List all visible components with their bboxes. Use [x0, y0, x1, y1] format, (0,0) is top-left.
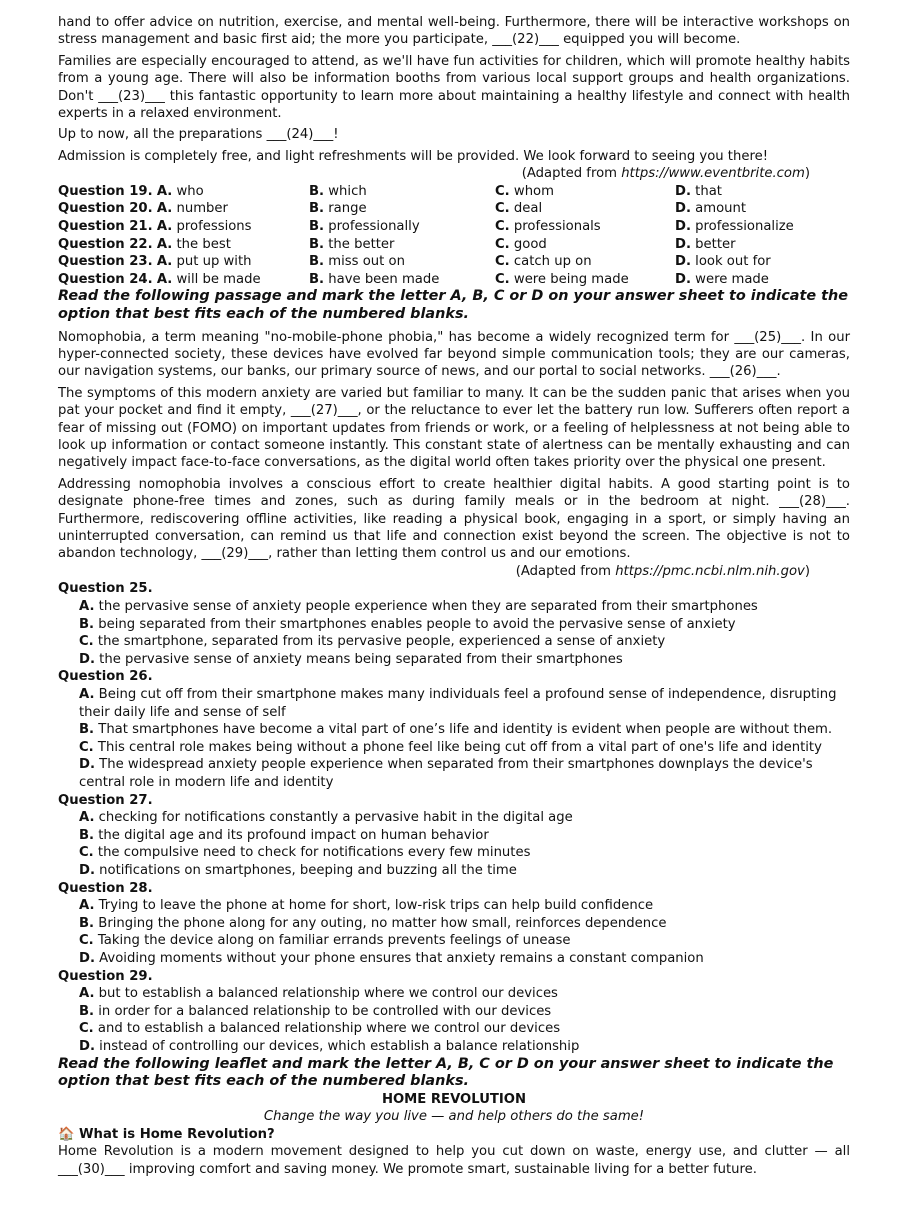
option-text: catch up on — [513, 254, 592, 270]
questions-19-24-table — [58, 183, 850, 289]
option-c — [495, 236, 675, 254]
option-letter: A. — [156, 183, 173, 199]
option-a — [58, 271, 309, 289]
option-a — [58, 183, 309, 201]
question-label: Question 22. — [58, 236, 153, 252]
option-text: the better — [328, 236, 395, 252]
leaflet-title: HOME REVOLUTION — [381, 1091, 527, 1107]
questions-25-29 — [58, 580, 850, 1055]
question-row — [58, 236, 850, 254]
question-block — [58, 580, 850, 668]
passage1-source-url: https://www.eventbrite.com — [621, 166, 805, 182]
option-text: were being made — [513, 271, 629, 287]
questions-19-24-body — [58, 183, 850, 289]
option-d — [675, 271, 850, 289]
option-letter: A. — [79, 898, 95, 914]
option-letter: A. — [156, 201, 173, 217]
option-text: miss out on — [328, 254, 405, 270]
option-b — [58, 616, 850, 634]
passage1-paragraph-2: Families are especially encouraged to attend, as we'll have fun activities for children, which will promote healthy habits from a young age. There will also be information booths from various local support groups and health organizations. Don't ___(23)___ this fantastic opportunity to learn more about maintaining a healthy lifestyle and connect with health experts in a relaxed environment. — [58, 53, 850, 122]
option-text: have been made — [328, 271, 440, 287]
instruction-passage: Read the following passage and mark the letter A, B, C or D on your answer sheet to indicate the option that best fits each of the numbered blanks. — [58, 288, 848, 322]
option-d — [675, 218, 850, 236]
question-label: Question 21. — [58, 219, 153, 235]
option-letter: C. — [79, 1021, 94, 1037]
option-text: Avoiding moments without your phone ensures that anxiety remains a constant companion — [99, 950, 704, 966]
option-text: put up with — [176, 254, 252, 270]
instruction-leaflet: Read the following leaflet and mark the letter A, B, C or D on your answer sheet to indicate the option that best fits each of the numbered blanks. — [58, 1055, 834, 1090]
option-letter: B. — [79, 915, 95, 931]
option-letter: B. — [309, 236, 325, 252]
option-d — [58, 862, 850, 880]
question-label: Question 25. — [58, 581, 153, 597]
home-icon: 🏠 — [58, 1126, 75, 1142]
question-label: Question 28. — [58, 880, 153, 896]
question-label: Question 19. — [58, 183, 153, 199]
option-letter: C. — [495, 271, 510, 287]
option-letter: C. — [495, 183, 510, 199]
option-text: deal — [513, 201, 543, 217]
option-text: notifications on smartphones, beeping and buzzing all the time — [99, 862, 517, 878]
option-letter: B. — [309, 271, 325, 287]
option-letter: C. — [79, 845, 94, 861]
option-text: professionally — [328, 219, 420, 235]
question-row — [58, 183, 850, 201]
option-letter: A. — [79, 810, 95, 826]
question-block — [58, 968, 850, 1056]
option-text: checking for notifications constantly a pervasive habit in the digital age — [98, 810, 573, 826]
question-row — [58, 253, 850, 271]
option-text: and to establish a balanced relationship where we control our devices — [97, 1021, 561, 1037]
option-letter: D. — [79, 862, 95, 878]
leaflet-paragraph-1: Home Revolution is a modern movement designed to help you cut down on waste, energy use, and clutter — all ___(30)___ improving comfort and saving money. We promote smart, sustainable living for a better future. — [58, 1144, 850, 1177]
option-c — [58, 633, 850, 651]
option-letter: D. — [675, 183, 691, 199]
option-letter: B. — [309, 201, 325, 217]
option-letter: C. — [79, 933, 94, 949]
option-letter: A. — [156, 254, 173, 270]
option-d — [675, 253, 850, 271]
option-text: This central role makes being without a phone feel like being cut off from a vital part of one's life and identity — [97, 739, 822, 755]
option-b — [58, 721, 850, 739]
option-text: the pervasive sense of anxiety people experience when they are separated from their smartphones — [98, 599, 758, 615]
option-d — [675, 183, 850, 201]
exam-page — [58, 14, 850, 1182]
option-letter: C. — [79, 739, 94, 755]
option-d — [675, 200, 850, 218]
option-letter: B. — [79, 722, 95, 738]
option-c — [58, 739, 850, 757]
option-letter: B. — [79, 827, 95, 843]
option-text: number — [176, 201, 228, 217]
option-d — [58, 756, 850, 791]
question-label: Question 26. — [58, 669, 153, 685]
option-b — [309, 183, 495, 201]
option-a — [58, 686, 850, 721]
option-a — [58, 809, 850, 827]
option-text: that — [695, 183, 722, 199]
option-text: better — [695, 236, 736, 252]
option-text: but to establish a balanced relationship where we control our devices — [98, 986, 558, 1002]
option-letter: D. — [675, 254, 691, 270]
option-text: professionals — [513, 219, 601, 235]
option-c — [58, 844, 850, 862]
option-letter: D. — [79, 757, 95, 773]
option-c — [495, 183, 675, 201]
question-block — [58, 880, 850, 968]
option-letter: C. — [495, 201, 510, 217]
option-a — [58, 253, 309, 271]
option-b — [58, 1003, 850, 1021]
question-label: Question 29. — [58, 968, 153, 984]
option-text: the best — [176, 236, 231, 252]
option-letter: D. — [79, 950, 95, 966]
option-letter: A. — [156, 271, 173, 287]
option-a — [58, 236, 309, 254]
passage1-paragraph-3: Up to now, all the preparations ___(24)___! — [58, 127, 339, 143]
option-letter: A. — [79, 599, 95, 615]
leaflet-section-heading-text: What is Home Revolution? — [79, 1126, 275, 1142]
option-text: being separated from their smartphones enables people to avoid the pervasive sense of anxiety — [98, 616, 736, 632]
option-d — [58, 1038, 850, 1056]
option-letter: A. — [79, 687, 95, 703]
question-row — [58, 271, 850, 289]
option-text: the compulsive need to check for notifications every few minutes — [97, 845, 531, 861]
question-label: Question 27. — [58, 792, 153, 808]
passage1-source: (Adapted from https://www.eventbrite.com) — [521, 166, 810, 182]
passage2-paragraph-1: Nomophobia, a term meaning "no-mobile-phone phobia," has become a widely recognized term for ___(25)___. In our hyper-connected society, these devices have evolved far beyond simple communication tools; they are our cameras, our navigation systems, our banks, our primary source of news, and our portal to social networks. ___(26)___. — [58, 329, 850, 380]
passage2-paragraph-2: The symptoms of this modern anxiety are varied but familiar to many. It can be the sudden panic that arises when you pat your pocket and find it empty, ___(27)___, or the reluctance to ever let the battery run low. Sufferers often report a fear of missing out (FOMO) on important updates from friends or work, or a feeling of helplessness at not being able to look up information or contact someone instantly. This constant state of alertness can be mentally exhausting and can negatively impact face-to-face conversations, as the digital world often takes priority over the physical one present. — [58, 385, 850, 471]
question-label: Question 23. — [58, 254, 153, 270]
option-b — [58, 915, 850, 933]
option-text: range — [328, 201, 367, 217]
question-block — [58, 668, 850, 791]
option-c — [495, 253, 675, 271]
option-text: the smartphone, separated from its pervasive people, experienced a sense of anxiety — [97, 634, 666, 650]
option-text: in order for a balanced relationship to be controlled with our devices — [98, 1003, 552, 1019]
option-letter: D. — [79, 651, 95, 667]
option-text: look out for — [695, 254, 771, 270]
question-label: Question 20. — [58, 201, 153, 217]
option-b — [58, 827, 850, 845]
passage2-paragraph-3: Addressing nomophobia involves a conscious effort to create healthier digital habits. A good starting point is to designate phone-free times and zones, such as during family meals or in the bedroom at night. ___(28)___. Furthermore, rediscovering offline activities, like reading a physical book, engaging in a sport, or simply having an uninterrupted conversation, can remind us that life and connection exist beyond the screen. The objective is not to abandon technology, ___(29)___, rather than letting them control us and our emotions. — [58, 476, 850, 562]
option-c — [58, 932, 850, 950]
option-a — [58, 985, 850, 1003]
option-b — [309, 271, 495, 289]
option-d — [675, 236, 850, 254]
option-a — [58, 598, 850, 616]
option-a — [58, 218, 309, 236]
option-letter: D. — [675, 271, 691, 287]
option-letter: C. — [495, 254, 510, 270]
passage1-paragraph-4: Admission is completely free, and light refreshments will be provided. We look forward to seeing you there! — [58, 148, 768, 164]
option-text: were made — [695, 271, 769, 287]
leaflet-subtitle: Change the way you live — and help others do the same! — [263, 1109, 645, 1125]
option-letter: B. — [309, 219, 325, 235]
option-letter: A. — [156, 236, 173, 252]
option-c — [495, 271, 675, 289]
option-letter: B. — [79, 1003, 95, 1019]
option-text: professionalize — [695, 219, 794, 235]
option-text: professions — [176, 219, 252, 235]
option-letter: C. — [495, 236, 510, 252]
question-label: Question 24. — [58, 271, 153, 287]
option-text: the pervasive sense of anxiety means being separated from their smartphones — [99, 651, 623, 667]
option-letter: D. — [675, 201, 691, 217]
passage1-paragraph-1: hand to offer advice on nutrition, exercise, and mental well-being. Furthermore, there will be interactive workshops on stress management and basic first aid; the more you participate, ___(22)___ equipped you will become. — [58, 15, 850, 48]
option-c — [495, 200, 675, 218]
option-letter: A. — [79, 986, 95, 1002]
option-letter: D. — [675, 219, 691, 235]
option-a — [58, 200, 309, 218]
leaflet-section-heading — [58, 1126, 850, 1144]
option-text: Taking the device along on familiar errands prevents feelings of unease — [97, 933, 571, 949]
option-b — [309, 218, 495, 236]
option-letter: A. — [156, 219, 173, 235]
question-block — [58, 792, 850, 880]
option-text: the digital age and its profound impact on human behavior — [98, 827, 489, 843]
option-text: Bringing the phone along for any outing, no matter how small, reinforces dependence — [98, 915, 667, 931]
option-text: which — [328, 183, 367, 199]
passage2-source: (Adapted from https://pmc.ncbi.nlm.nih.gov) — [515, 563, 810, 579]
option-letter: D. — [675, 236, 691, 252]
option-letter: B. — [309, 254, 325, 270]
option-letter: C. — [79, 634, 94, 650]
option-text: amount — [695, 201, 747, 217]
option-text: The widespread anxiety people experience when separated from their smartphones downplays the device's central role in modern life and identity — [79, 757, 813, 790]
option-text: will be made — [176, 271, 261, 287]
question-row — [58, 218, 850, 236]
option-d — [58, 651, 850, 669]
option-letter: B. — [309, 183, 325, 199]
option-a — [58, 897, 850, 915]
option-d — [58, 950, 850, 968]
option-c — [495, 218, 675, 236]
option-b — [309, 200, 495, 218]
option-text: who — [176, 183, 204, 199]
option-letter: D. — [79, 1038, 95, 1054]
question-row — [58, 200, 850, 218]
option-letter: C. — [495, 219, 510, 235]
passage2-source-url: https://pmc.ncbi.nlm.nih.gov — [615, 563, 805, 579]
option-b — [309, 236, 495, 254]
option-text: instead of controlling our devices, which establish a balance relationship — [99, 1038, 580, 1054]
option-text: good — [513, 236, 547, 252]
option-b — [309, 253, 495, 271]
option-text: whom — [513, 183, 554, 199]
option-c — [58, 1020, 850, 1038]
option-text: Trying to leave the phone at home for short, low-risk trips can help build confidence — [98, 898, 654, 914]
option-letter: B. — [79, 616, 95, 632]
option-text: Being cut off from their smartphone makes many individuals feel a profound sense of independence, disrupting their daily life and sense of self — [79, 687, 837, 720]
option-text: That smartphones have become a vital part of one’s life and identity is evident when people are without them. — [98, 722, 833, 738]
